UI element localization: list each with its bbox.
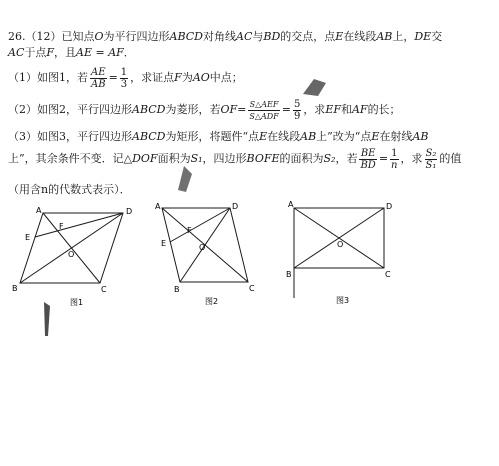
fig1-label-b: B [12,284,18,293]
math-var: DE [414,30,432,43]
text: （2）如图2，平行四边形 [8,103,132,116]
text: ，求证点 [130,71,175,84]
text: 和 [340,103,352,116]
math-var: ABCD [169,30,203,43]
fig1-label-o: O [68,250,75,259]
fig3-label-d: D [386,202,393,211]
fig1-label-f: F [59,222,64,231]
ink-smudge-1 [300,74,330,100]
text: ． [123,46,135,59]
math-var: AC [8,46,25,59]
frac-den: 9 [293,110,301,122]
frac-den: S₁ [425,159,437,171]
fig2-label-d: D [232,202,239,211]
text: 的长； [367,103,401,116]
text: 中点； [209,71,243,84]
text: 面积为 [157,152,191,165]
fig1-label-a: A [36,206,42,215]
fig1-diagonal-bd [20,213,123,283]
math-var: AF [351,103,368,116]
text: 上”，其余条件不变．记△ [8,152,133,165]
fraction-s2-s1 [425,148,438,171]
math-var: ABCD [132,103,166,116]
ink-smudge-2 [174,160,196,194]
text: 为平行四边形 [103,30,170,43]
fig1-label-e: E [25,233,31,242]
text: 上”改为“点 [316,130,372,143]
math-expr: AE = AF [76,46,124,59]
fig2-caption: 图2 [205,297,219,306]
frac-num: 1 [391,147,398,159]
figure-2-rhombus [150,200,260,310]
math-var: EF [325,103,341,116]
fraction-ae-ab [90,67,107,90]
fig2-label-a: A [155,202,161,211]
text: = [237,103,247,116]
question-2 [8,98,401,122]
fig2-label-f: F [187,226,192,235]
fraction-area-ratio [248,99,279,122]
frac-num: 1 [120,66,128,78]
frac-num: S₂ [425,147,437,159]
math-var: AB [412,130,429,143]
fig2-segment-de [170,208,230,242]
math-var: ABCD [132,130,166,143]
text: （1）如图1，若 [8,71,88,84]
fig3-label-o: O [337,240,344,249]
text: ，求 [303,103,326,116]
text: = [378,152,389,165]
text: （用含n的代数式表示）． [8,183,131,196]
text: 为矩形，将题件“点 [165,130,260,143]
text: = [108,71,118,84]
fig1-label-d: D [126,207,133,216]
math-var: E [371,130,380,143]
text: 交 [431,30,443,43]
fig2-label-o: O [199,243,206,252]
text: 对角线 [203,30,236,43]
text: 于点 [24,46,47,59]
question-3-line-1 [8,130,428,144]
text: 与 [252,30,264,43]
fig2-label-e: E [161,239,167,248]
text: ，四边形 [202,152,247,165]
math-var: AB [300,130,317,143]
frac-den: S△ADF [249,111,279,121]
frac-num: AE [91,66,106,78]
text: 为 [181,71,193,84]
fraction-five-ninths [293,99,301,122]
fig3-label-c: C [385,270,391,279]
math-var: F [46,46,55,59]
fig1-segment-de [35,213,123,237]
problem-condition-line [8,46,135,60]
math-var: O [94,30,104,43]
frac-den: n [391,159,398,171]
math-var: E [259,130,268,143]
fig1-caption: 图1 [70,298,84,307]
question-1 [8,66,243,90]
text: ，且 [54,46,77,59]
frac-num: S△AEF [249,99,279,109]
text: 上， [392,30,415,43]
math-var: E [335,30,344,43]
math-var: AC [236,30,253,43]
text: 26.（12）已知点 [8,30,95,43]
math-var: F [174,71,182,84]
fig2-label-c: C [249,284,255,293]
text: ，求 [400,152,423,165]
fig1-label-c: C [101,285,107,294]
text: = [281,103,291,116]
text: 的交点，点 [280,30,336,43]
fraction-be-bd [359,148,376,171]
text: 在射线 [379,130,413,143]
math-var: S₂ [323,152,336,165]
text: 在线段 [343,30,377,43]
figure-3-rectangle [284,200,399,310]
question-3-line-3 [8,183,131,197]
math-var: BD [263,30,281,43]
frac-den: 3 [120,78,128,90]
math-var: DOF [132,152,158,165]
frac-den: AB [91,78,106,90]
text: （3）如图3，平行四边形 [8,130,132,143]
text: 的面积为 [279,152,324,165]
frac-num: BE [360,147,376,159]
text: 的值 [439,152,462,165]
text: 在线段 [267,130,301,143]
text: ，若 [335,152,358,165]
fig3-label-b: B [286,270,292,279]
math-var: OF [220,103,238,116]
fig3-caption: 图3 [336,296,350,305]
figure-1-parallelogram [8,205,153,310]
frac-den: BD [360,159,376,171]
problem-header-line [8,30,442,44]
fig3-label-a: A [288,200,294,209]
math-var: S₁ [190,152,203,165]
fraction-one-over-n [390,148,398,171]
fig2-label-b: B [174,285,180,294]
text: 为菱形，若 [165,103,221,116]
math-var: BOFE [246,152,280,165]
frac-num: 5 [293,98,301,110]
fraction-one-third [120,67,128,90]
question-3-line-2 [8,147,461,171]
math-var: AB [376,30,393,43]
math-var: AO [192,71,210,84]
